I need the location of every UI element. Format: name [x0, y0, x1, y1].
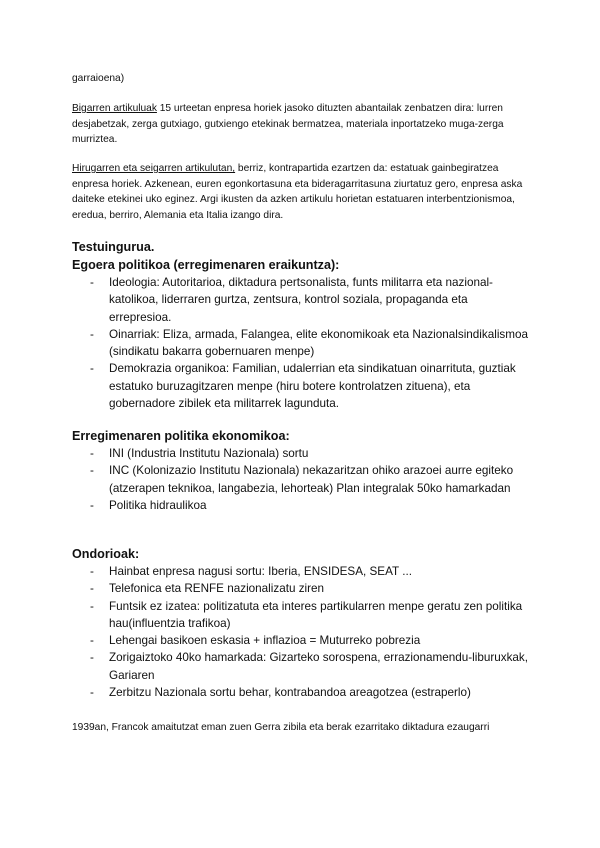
dash-marker: - — [90, 651, 94, 665]
third-sixth-article-label: Hirugarren eta seigarren artikulutan, — [72, 163, 236, 174]
list-item: - Zerbitzu Nazionala sortu behar, kontrabandoa areagotzea (estraperlo) — [72, 684, 532, 701]
context-section — [72, 238, 532, 412]
list-item: - Lehengai basikoen eskasia + inflazioa = Muturreko pobrezia — [72, 632, 532, 649]
footer-line: 1939an, Francok amaitutzat eman zuen Gerra zibila eta berak ezarritako diktadura ezaugarri — [72, 722, 490, 733]
dash-marker: - — [90, 582, 94, 596]
dash-marker: - — [90, 276, 94, 289]
list-item: - Funtsik ez izatea: politizatuta eta interes partikularren menpe geratu zen politika hau(influentzia trafikoa) — [90, 599, 523, 630]
conclusions-list — [72, 563, 532, 701]
list-item: - Zorigaiztoko 40ko hamarkada: Gizarteko sorospena, errazionamendu-liburuxkak, Gariaren — [90, 651, 529, 682]
political-list — [72, 274, 532, 412]
economic-list — [72, 445, 532, 514]
conclusions-section — [72, 545, 532, 701]
dash-marker: - — [90, 447, 94, 460]
dash-marker: - — [90, 362, 94, 376]
economic-section — [72, 427, 532, 514]
list-item: - Ideologia: Autoritarioa, diktadura pertsonalista, funts militarra eta nazional-katolikoa, liderraren gurtza, zentsura, kontrol soziala, propaganda eta errepresioa. — [90, 276, 493, 324]
paragraph-third-sixth-article — [72, 161, 532, 223]
context-title: Testuingurua. — [72, 240, 155, 254]
economic-title: Erregimenaren politika ekonomikoa: — [72, 429, 290, 443]
dash-marker: - — [90, 464, 94, 478]
intro-line: garraioena) — [72, 73, 125, 84]
list-item: - Oinarriak: Eliza, armada, Falangea, elite ekonomikoak eta Nazionalsindikalismoa (sindikatu bakarra gobernuaren menpe) — [90, 327, 529, 359]
list-item: - INI (Industria Institutu Nazionala) sortu — [72, 445, 532, 462]
third-sixth-article-text: berriz, kontrapartida ezartzen da: estatuak gainbegiratzea enpresa horiek. Azkenean, euren egonkortasuna eta bideragarritasuna ziurtatuz gero, enpresa aska daiteke etekinei uko eginez. Argi ikusten da azken artikulu horietan estatuaren interbentzionismoa, eredua, berriro, Alemania eta Italia izango dira. — [72, 163, 523, 221]
conclusions-title: Ondorioak: — [72, 547, 140, 561]
dash-marker: - — [90, 327, 94, 341]
dash-marker: - — [90, 634, 94, 648]
second-article-label: Bigarren artikuluak — [72, 103, 157, 114]
paragraph-second-article — [72, 101, 532, 148]
dash-marker: - — [90, 686, 94, 700]
list-item: - Hainbat enpresa nagusi sortu: Iberia, ENSIDESA, SEAT ... — [72, 563, 532, 580]
list-item: - INC (Kolonizazio Institutu Nazionala) nekazaritzan ohiko arazoei aurre egiteko (atzerapen teknikoa, langabezia, lehorteak) Plan integralak 50ko hamarkadan — [90, 464, 514, 495]
list-item: - Demokrazia organikoa: Familian, udalerrian eta sindikatuan oinarrituta, guztiak estatuko buruzagitzaren menpe (hiru botere kontrolatzen zituena), eta gobernadore zibilek eta militarrek lagunduta. — [90, 362, 516, 411]
dash-marker: - — [90, 565, 94, 578]
list-item: - Politika hidraulikoa — [72, 497, 532, 514]
list-item: - Telefonica eta RENFE nazionalizatu ziren — [72, 580, 532, 597]
second-article-text: 15 urteetan enpresa horiek jasoko dituzten abantailak zenbatzen dira: lurren desjabetzak, zerga gutxiago, gutxiengo etekinak bermatzea, materiala inportatzeko muga-zerga murriztea. — [72, 103, 504, 145]
dash-marker: - — [90, 599, 94, 613]
dash-marker: - — [90, 498, 94, 512]
political-title: Egoera politikoa (erregimenaren eraikuntza): — [72, 258, 340, 272]
